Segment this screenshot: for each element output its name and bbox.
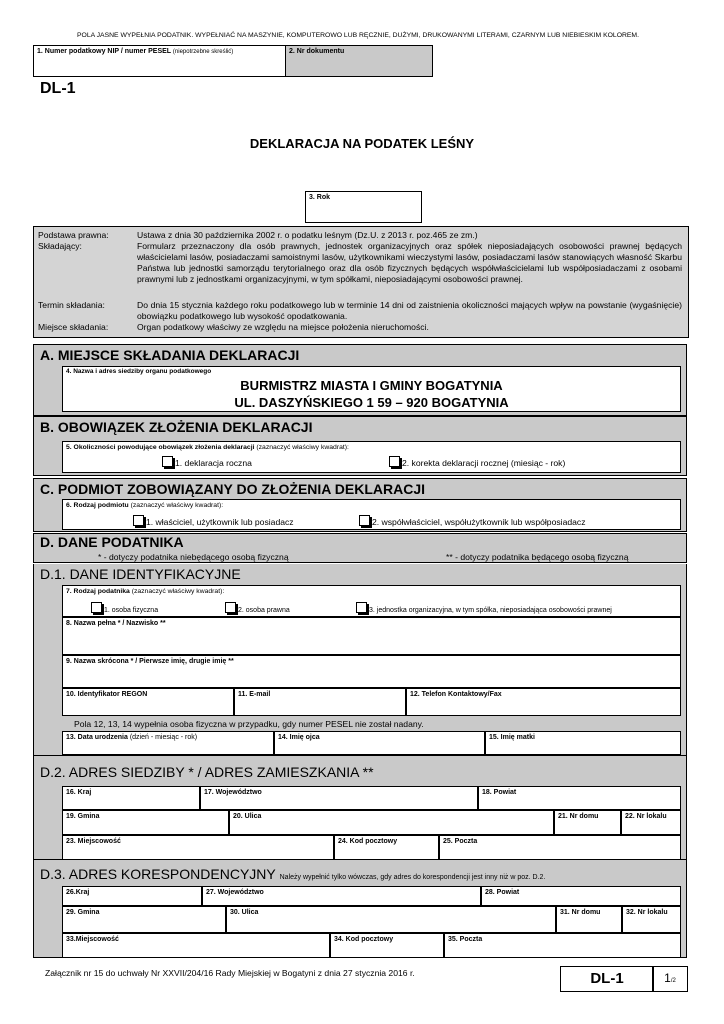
- corr-voivodeship-label: 27. Województwo: [206, 889, 264, 896]
- natural-person-note: Pola 12, 13, 14 wypełnia osoba fizyczna w przypadku, gdy numer PESEL nie został nadany.: [74, 719, 424, 729]
- taxpayer-type-label: 7. Rodzaj podatnika: [66, 588, 130, 595]
- city-field[interactable]: [62, 835, 334, 860]
- corr-house-number-field[interactable]: [556, 906, 622, 933]
- email-field[interactable]: [234, 688, 406, 716]
- place-key: Miejsce składania:: [38, 322, 109, 332]
- checkbox-icon[interactable]: [389, 456, 400, 467]
- legal-basis-key: Podstawa prawna:: [38, 230, 109, 240]
- tax-office-line2: UL. DASZYŃSKIEGO 1 59 – 920 BOGATYNIA: [234, 395, 509, 410]
- deadline-value: Do dnia 15 stycznia każdego roku podatkowego lub w terminie 14 dni od zaistnienia okoliczności mających wpływ na powstanie (wygaśnięcie) obowiązku podatkowego lub wysokość opodatkowania.: [137, 300, 682, 321]
- page-title: DEKLARACJA NA PODATEK LEŚNY: [249, 136, 475, 151]
- section-a: [33, 364, 687, 416]
- option-legal-person-label: 2. osoba prawna: [238, 607, 290, 614]
- section-c: [33, 498, 687, 532]
- birth-date-label: 13. Data urodzenia: [66, 734, 128, 741]
- corr-post-office-label: 35. Poczta: [448, 936, 483, 943]
- section-d3: [33, 886, 687, 958]
- corr-commune-label: 29. Gmina: [66, 909, 100, 916]
- footer-form-code-box: [560, 966, 654, 992]
- section-b-title: B. OBOWIĄZEK ZŁOŻENIA DEKLARACJI: [33, 416, 687, 437]
- corr-city-field[interactable]: [62, 933, 330, 958]
- apartment-number-field[interactable]: [621, 810, 681, 835]
- corr-post-office-field[interactable]: [444, 933, 681, 958]
- street-label: 20. Ulica: [233, 813, 262, 820]
- corr-apartment-number-label: 32. Nr lokalu: [626, 909, 668, 916]
- subject-type-field: [62, 499, 681, 530]
- full-name-field[interactable]: [62, 617, 681, 655]
- house-number-label: 21. Nr domu: [558, 813, 599, 820]
- corr-house-number-label: 31. Nr domu: [560, 909, 601, 916]
- section-d1: [33, 584, 687, 756]
- tax-office-line1: BURMISTRZ MIASTA I GMINY BOGATYNIA: [240, 378, 503, 393]
- corr-country-label: 26.Kraj: [66, 889, 90, 896]
- mother-name-field[interactable]: [485, 731, 681, 755]
- section-d2-title-bar: [33, 756, 687, 786]
- postal-code-label: 24. Kod pocztowy: [338, 838, 398, 845]
- section-b: [33, 436, 687, 476]
- submitter-key: Składający:: [38, 241, 82, 251]
- submitter-value: Formularz przeznaczony dla osób prawnych, jednostek organizacyjnych oraz spółek nieposiadających osobowości prawnej będących właścicielami lasów, posiadaczami samoistnymi lasów, użytkownikami wieczystymi lasów, posiadaczami lasów stanowiących własność Skarbu Państwa lub jednostki samorządu terytorialnego oraz dla osób fizycznych będących współwłaścicielami lub współposiadaczami z osobami prawnymi lub z jednostkami organizacyjnymi, w tym spółkami, nieposiadającymi osobowości prawnej.: [137, 241, 682, 284]
- obligation-label: 5. Okoliczności powodujące obowiązek złożenia deklaracji: [66, 444, 255, 451]
- place-value: Organ podatkowy właściwy ze względu na miejsce położenia nieruchomości.: [137, 322, 429, 332]
- phone-field[interactable]: [406, 688, 681, 716]
- voivodeship-field[interactable]: [200, 786, 478, 810]
- option-correction[interactable]: [389, 456, 565, 468]
- short-name-label: 9. Nazwa skrócona * / Pierwsze imię, drugie imię **: [66, 658, 234, 665]
- page-indicator: [652, 966, 688, 992]
- footer-attachment-note: Załącznik nr 15 do uchwały Nr XXVII/204/16 Rady Miejskiej w Bogatyni z dnia 27 stycznia 2016 r.: [45, 968, 415, 978]
- section-d2: [33, 786, 687, 860]
- section-d3-note: Należy wypełnić tylko wówczas, gdy adres do korespondencji jest inny niż w poz. D.2.: [279, 874, 546, 881]
- checkbox-icon[interactable]: [356, 602, 367, 613]
- deadline-key: Termin składania:: [38, 300, 105, 310]
- corr-voivodeship-field[interactable]: [202, 886, 481, 906]
- county-field[interactable]: [478, 786, 681, 810]
- obligation-note: (zaznaczyć właściwy kwadrat):: [256, 444, 349, 451]
- section-d3-title-bar: [33, 860, 687, 886]
- apartment-number-label: 22. Nr lokalu: [625, 813, 667, 820]
- document-number-label: 2. Nr dokumentu: [289, 48, 345, 55]
- tax-office-label: 4. Nazwa i adres siedziby organu podatkowego: [66, 368, 212, 375]
- section-d1-title: D.1. DANE IDENTYFIKACYJNE: [40, 566, 241, 582]
- option-co-owner[interactable]: [359, 515, 586, 527]
- birth-date-field[interactable]: [62, 731, 274, 755]
- page-number: 1: [664, 971, 671, 985]
- mother-name-label: 15. Imię matki: [489, 734, 535, 741]
- note-non-natural: * - dotyczy podatnika niebędącego osobą fizyczną: [98, 552, 289, 562]
- checkbox-icon[interactable]: [91, 602, 102, 613]
- option-owner[interactable]: [133, 515, 294, 527]
- birth-date-note: (dzień - miesiąc - rok): [129, 734, 198, 741]
- corr-county-label: 28. Powiat: [485, 889, 520, 896]
- email-label: 11. E-mail: [238, 691, 271, 698]
- country-label: 16. Kraj: [66, 789, 92, 796]
- checkbox-icon[interactable]: [359, 515, 370, 526]
- nip-pesel-label: 1. Numer podatkowy NIP / numer PESEL: [37, 48, 171, 55]
- corr-street-label: 30. Ulica: [230, 909, 259, 916]
- option-natural-person-label: 1. osoba fizyczna: [104, 607, 159, 614]
- commune-field[interactable]: [62, 810, 229, 835]
- option-natural-person[interactable]: [91, 602, 158, 614]
- voivodeship-label: 17. Województwo: [204, 789, 262, 796]
- option-owner-label: 1. właściciel, użytkownik lub posiadacz: [146, 517, 294, 527]
- short-name-field[interactable]: [62, 655, 681, 688]
- street-field[interactable]: [229, 810, 554, 835]
- year-label: 3. Rok: [309, 194, 331, 201]
- corr-city-label: 33.Miejscowość: [66, 936, 119, 943]
- section-d2-title: D.2. ADRES SIEDZIBY * / ADRES ZAMIESZKANIA **: [40, 764, 374, 780]
- country-field[interactable]: [62, 786, 200, 810]
- subject-type-note: (zaznaczyć właściwy kwadrat):: [130, 502, 224, 509]
- option-co-owner-label: 2. współwłaściciel, współużytkownik lub współposiadacz: [372, 517, 586, 527]
- legal-basis-value: Ustawa z dnia 30 października 2002 r. o podatku leśnym (Dz.U. z 2013 r. poz.465 ze zm.): [137, 230, 478, 240]
- subject-type-label: 6. Rodzaj podmiotu: [66, 502, 129, 509]
- tax-office-field: [62, 366, 681, 412]
- checkbox-icon[interactable]: [133, 515, 144, 526]
- option-correction-label: 2. korekta deklaracji rocznej (miesiąc - rok): [402, 458, 566, 468]
- section-d1-title-bar: [33, 564, 687, 584]
- section-a-title: A. MIEJSCE SKŁADANIA DEKLARACJI: [33, 344, 687, 365]
- page-total: /2: [670, 978, 676, 984]
- house-number-field[interactable]: [554, 810, 621, 835]
- father-name-field[interactable]: [274, 731, 485, 755]
- corr-postal-code-label: 34. Kod pocztowy: [334, 936, 394, 943]
- option-annual-label: 1. deklaracja roczna: [175, 458, 252, 468]
- document-number-field[interactable]: [285, 45, 433, 77]
- option-org-unit-label: 3. jednostka organizacyjna, w tym spółka, nieposiadająca osobowości prawnej: [369, 607, 612, 614]
- corr-street-field[interactable]: [226, 906, 556, 933]
- commune-label: 19. Gmina: [66, 813, 100, 820]
- corr-county-field[interactable]: [481, 886, 681, 906]
- option-org-unit[interactable]: [356, 602, 612, 614]
- obligation-field: [62, 441, 681, 473]
- regon-label: 10. Identyfikator REGON: [66, 691, 148, 698]
- top-instruction: POLA JASNE WYPEŁNIA PODATNIK. WYPEŁNIAĆ NA MASZYNIE, KOMPUTEROWO LUB RĘCZNIE, DUŻYMI, DRUKOWANYMI LITERAMI, CZARNYM LUB NIEBIESKIM KOLOREM.: [77, 32, 639, 39]
- footer-form-code: DL-1: [590, 970, 624, 987]
- corr-apartment-number-field[interactable]: [622, 906, 681, 933]
- section-d: [33, 533, 687, 563]
- post-office-label: 25. Poczta: [443, 838, 478, 845]
- section-d-title: D. DANE PODATNIKA: [40, 534, 184, 550]
- info-block: [33, 226, 689, 338]
- checkbox-icon[interactable]: [225, 602, 236, 613]
- father-name-label: 14. Imię ojca: [278, 734, 320, 741]
- post-office-field[interactable]: [439, 835, 681, 860]
- corr-postal-code-field[interactable]: [330, 933, 444, 958]
- nip-pesel-field[interactable]: [33, 45, 287, 77]
- postal-code-field[interactable]: [334, 835, 439, 860]
- county-label: 18. Powiat: [482, 789, 517, 796]
- note-natural: ** - dotyczy podatnika będącego osobą fizyczną: [446, 552, 629, 562]
- taxpayer-type-note: (zaznaczyć właściwy kwadrat):: [131, 588, 225, 595]
- section-d3-title: D.3. ADRES KORESPONDENCYJNY: [40, 866, 276, 882]
- city-label: 23. Miejscowość: [66, 838, 121, 845]
- phone-label: 12. Telefon Kontaktowy/Fax: [410, 691, 502, 698]
- nip-pesel-note: (niepotrzebne skreślić): [172, 49, 234, 55]
- option-legal-person[interactable]: [225, 602, 290, 614]
- section-c-title: C. PODMIOT ZOBOWIĄZANY DO ZŁOŻENIA DEKLARACJI: [33, 478, 687, 499]
- year-field[interactable]: [305, 191, 422, 223]
- option-annual[interactable]: [162, 456, 252, 468]
- checkbox-icon[interactable]: [162, 456, 173, 467]
- form-code: DL-1: [40, 80, 76, 97]
- regon-field[interactable]: [62, 688, 234, 716]
- taxpayer-type-field: [62, 585, 681, 617]
- corr-country-field[interactable]: [62, 886, 202, 906]
- corr-commune-field[interactable]: [62, 906, 226, 933]
- full-name-label: 8. Nazwa pełna * / Nazwisko **: [66, 620, 166, 627]
